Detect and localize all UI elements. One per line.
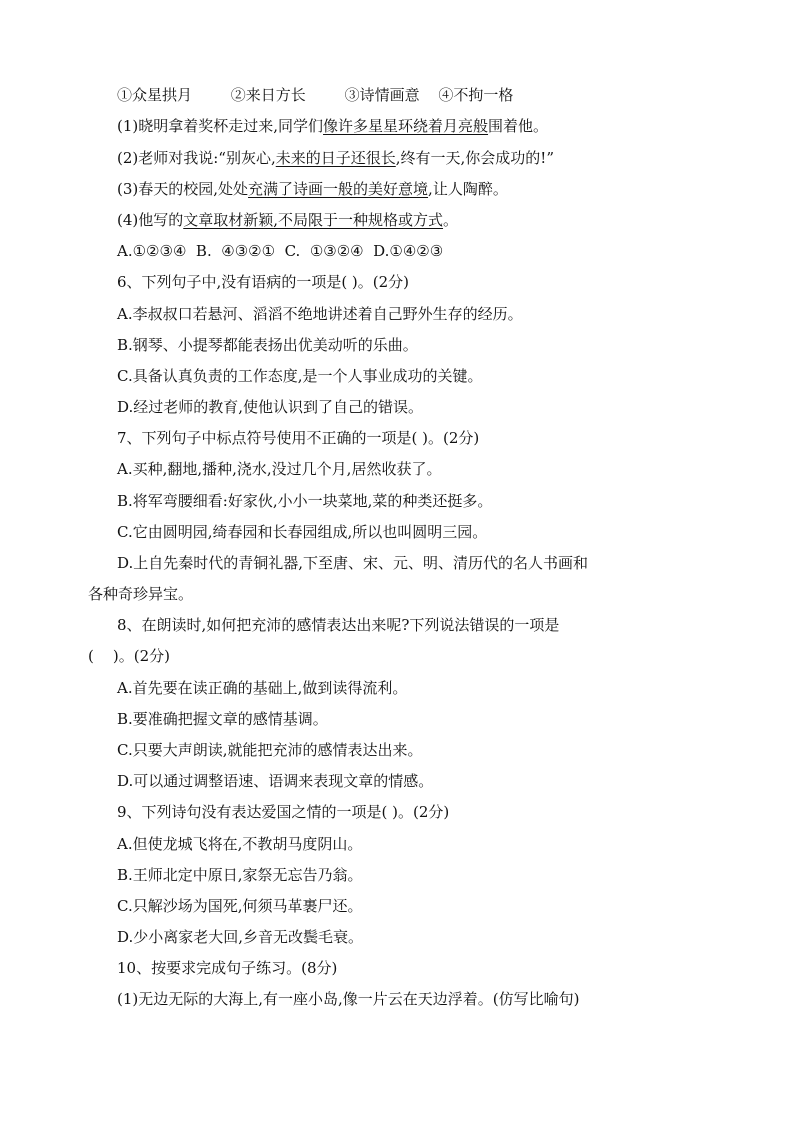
q6-option-b: B.钢琴、小提琴都能表扬出优美动听的乐曲。 — [117, 336, 418, 354]
q9-option-d: D.少小离家老大回,乡音无改鬓毛衰。 — [117, 928, 364, 946]
q8-stem: 8、在朗读时,如何把充沛的感情表达出来呢?下列说法错误的一项是 — [117, 616, 560, 634]
q5-item-4: (4)他写的文章取材新颖,不局限于一种规格或方式。 — [117, 211, 459, 229]
q6-option-c: C.具备认真负责的工作态度,是一个人事业成功的关键。 — [117, 367, 483, 385]
q6-option-d: D.经过老师的教育,使他认识到了自己的错误。 — [117, 398, 424, 416]
q9-stem: 9、下列诗句没有表达爱国之情的一项是( )。(2分) — [117, 803, 450, 821]
q8-option-a: A.首先要在读正确的基础上,做到读得流利。 — [117, 679, 408, 697]
q5-item-2: (2)老师对我说:“别灰心,未来的日子还很长,终有一天,你会成功的!” — [117, 149, 554, 167]
underlined-phrase: 充满了诗画一般的美好意境 — [248, 180, 429, 198]
idiom-options-row — [117, 84, 513, 106]
q10-sub1: (1)无边无际的大海上,有一座小岛,像一片云在天边浮着。(仿写比喻句) — [117, 990, 580, 1008]
q6-option-a: A.李叔叔口若悬河、滔滔不绝地讲述着自己野外生存的经历。 — [117, 305, 523, 323]
idiom-option-4: ④不拘一格 — [438, 86, 514, 104]
q10-stem: 10、按要求完成句子练习。(8分) — [117, 959, 338, 977]
q9-option-a: A.但使龙城飞将在,不教胡马度阴山。 — [117, 835, 363, 853]
q7-stem: 7、下列句子中标点符号使用不正确的一项是( )。(2分) — [117, 429, 480, 447]
q8-option-b: B.要准确把握文章的感情基调。 — [117, 710, 328, 728]
underlined-phrase: 像许多星星环绕着月亮般 — [323, 117, 489, 135]
underlined-phrase: 未来的日子还很长 — [275, 149, 396, 167]
q7-option-d-continued: 各种奇珍异宝。 — [88, 585, 194, 603]
q7-option-b: B.将军弯腰细看:好家伙,小小一块菜地,菜的种类还挺多。 — [117, 492, 493, 510]
q8-stem-continued: ( )。(2分) — [88, 647, 171, 665]
q6-stem: 6、下列句子中,没有语病的一项是( )。(2分) — [117, 273, 410, 291]
q7-option-c: C.它由圆明园,绮春园和长春园组成,所以也叫圆明三园。 — [117, 523, 488, 541]
q7-option-d: D.上自先秦时代的青铜礼器,下至唐、宋、元、明、清历代的名人书画和 — [117, 554, 589, 572]
q8-option-d: D.可以通过调整语速、语调来表现文章的情感。 — [117, 772, 434, 790]
underlined-phrase: 文章取材新颖,不局限于一种规格或方式 — [183, 211, 444, 229]
q5-item-3: (3)春天的校园,处处充满了诗画一般的美好意境,让人陶醉。 — [117, 180, 508, 198]
q7-option-a: A.买种,翻地,播种,浇水,没过几个月,居然收获了。 — [117, 460, 442, 478]
q5-item-1: (1)晓明拿着奖杯走过来,同学们像许多星星环绕着月亮般围着他。 — [117, 117, 549, 135]
q5-answer-options: A.①②③④ B. ④③②① C. ①③②④ D.①④②③ — [117, 242, 444, 260]
q9-option-c: C.只解沙场为国死,何须马革裹尸还。 — [117, 897, 363, 915]
idiom-option-2: ②来日方长 — [230, 86, 306, 104]
idiom-option-1: ①众星拱月 — [117, 86, 193, 104]
idiom-option-3: ③诗情画意 — [344, 86, 420, 104]
q9-option-b: B.王师北定中原日,家祭无忘告乃翁。 — [117, 866, 363, 884]
q8-option-c: C.只要大声朗读,就能把充沛的感情表达出来。 — [117, 741, 423, 759]
